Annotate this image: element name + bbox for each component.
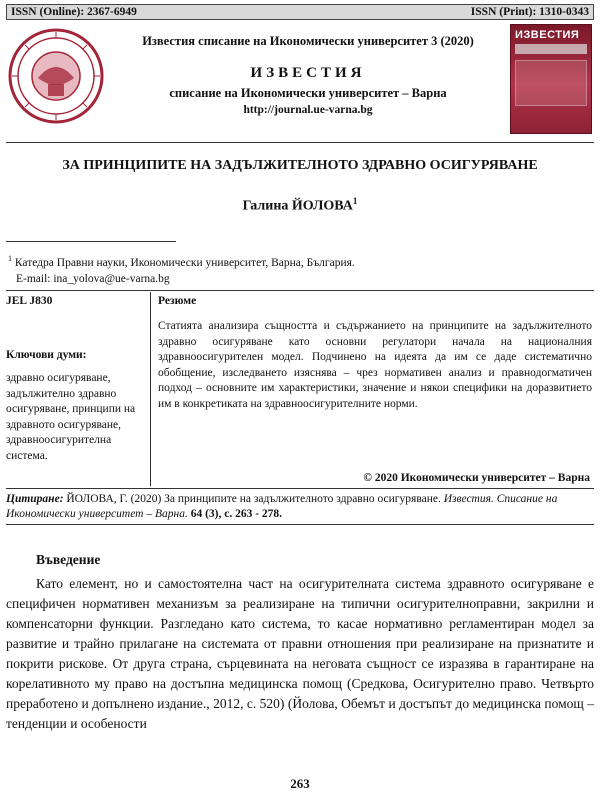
abstract-text: Статията анализира същността и съдържанието на принципите на задължителното здравно осигуряване като основни регулатори начала на националния здравноосигурителен модел. Подчинено на идеята да им се даде систематично обобщение, изследването изяснява – чрез нормативен анализ и правнодогматичен подход – основните им характеристики, значение и някои специфики на доразвитието им в конкретиката на здравноосигурителните норми. <box>158 320 592 410</box>
issn-bar <box>6 4 594 20</box>
journal-subtitle: списание на Икономически университет – Варна <box>169 86 447 100</box>
citation-journal: Известия. Списание на Икономически университет – Варна. <box>6 493 558 520</box>
issn-print: ISSN (Print): 1310-0343 <box>470 6 589 18</box>
jel-code: JEL J830 <box>6 295 53 307</box>
abstract-label: Резюме <box>158 295 197 307</box>
keywords-text: здравно осигуряване, задължително здравно осигуряване, принципи на здравното осигуряване, здравноосигурителна система. <box>6 372 136 462</box>
journal-cover-image <box>510 24 592 134</box>
article-title: ЗА ПРИНЦИПИТЕ НА ЗАДЪЛЖИТЕЛНОТО ЗДРАВНО ОСИГУРЯВАНЕ <box>62 158 538 173</box>
author-name: Галина ЙОЛОВА <box>242 198 353 214</box>
copyright-line: © 2020 Икономически университет – Варна <box>363 472 590 484</box>
column-divider <box>150 292 151 486</box>
footnote-mark: 1 <box>8 254 12 263</box>
header-divider <box>6 142 594 143</box>
issn-online: ISSN (Online): 2367-6949 <box>11 6 137 18</box>
footnote-email: E-mail: ina_yolova@ue-varna.bg <box>16 272 170 285</box>
citation-label: Цитиране: <box>6 493 64 505</box>
journal-issue-line: Известия списание на Икономически университет 3 (2020) <box>142 34 474 48</box>
keywords-label: Ключови думи: <box>6 349 87 361</box>
cover-title: ИЗВЕСТИЯ <box>515 29 580 41</box>
citation-block <box>6 492 594 522</box>
journal-title: ИЗВЕСТИЯ <box>250 65 366 81</box>
footnote-divider <box>6 241 176 242</box>
section-heading-introduction: Въведение <box>36 552 101 567</box>
article-author <box>6 196 594 215</box>
citation-text: ЙОЛОВА, Г. (2020) За принципите на задължителното здравно осигуряване. <box>66 493 441 505</box>
footnote-affiliation: Катедра Правни науки, Икономически университет, Варна, България. <box>14 256 355 269</box>
abstract-top-divider <box>6 290 594 291</box>
cover-stripe <box>515 44 587 54</box>
abstract-bottom-divider <box>6 488 594 489</box>
cover-block <box>515 60 587 106</box>
journal-url-link[interactable]: http://journal.ue-varna.bg <box>243 104 373 116</box>
author-footnote-mark: 1 <box>352 196 358 206</box>
journal-header <box>110 28 506 116</box>
citation-pages: , с. 263 - 278. <box>218 508 283 520</box>
author-footnote <box>8 251 588 287</box>
page-number: 263 <box>290 776 310 791</box>
introduction-paragraph: Като елемент, но и самостоятелна част на осигурителната система здравното осигуряване е специфичен нормативен механизъм за реализиране на типични осигурителноправни, закрилни и компенсаторни функции. Разгледано като система, то касае нормативно регламентиран модел за развитие и трайно прилагане на системата от правни отношения при реализиране на признатите и покрити рискове. От друга страна, сърцевината на неговата същност се изразява в гарантиране на корелативното му право на достъпна медицинска помощ (Средкова, Осигурително право. Четвърто преработено и допълнено издание., 2012, с. 520) (Йолова, Обемът и достъпът до медицинска помощ – тенденции и особености <box>6 576 594 731</box>
abstract-column <box>158 295 592 412</box>
citation-divider <box>6 524 594 525</box>
citation-volume: 64 (3) <box>190 508 219 520</box>
keywords-column <box>6 295 146 464</box>
university-seal-logo <box>6 26 106 126</box>
